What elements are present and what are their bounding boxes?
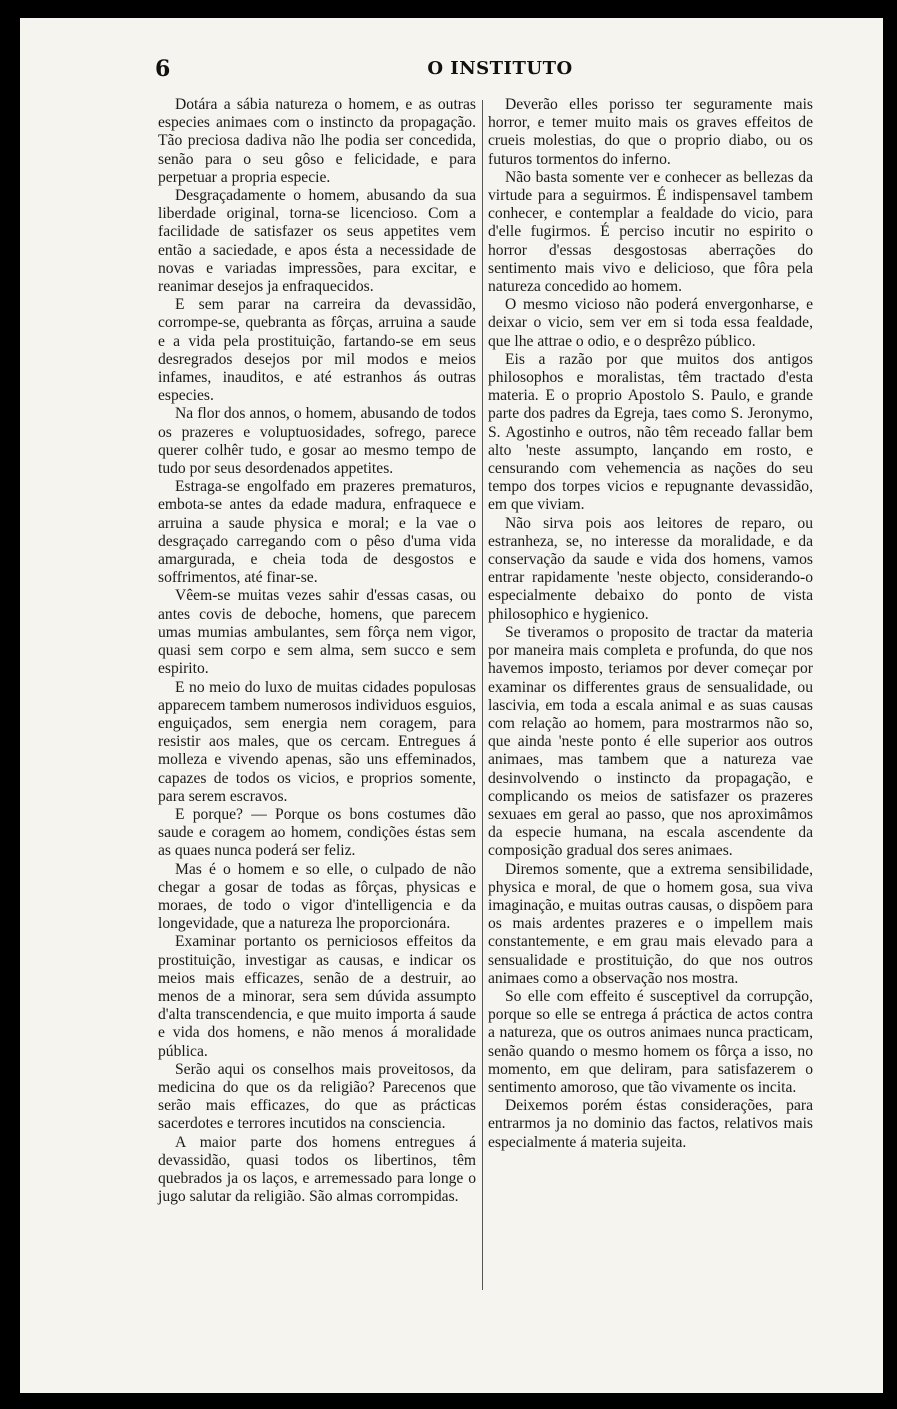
paragraph: Examinar portanto os perniciosos effeitos da prostituição, investigar as causas, e indicar os meios mais efficazes, senão de a destruir, ao menos de a minorar, sera sem dúvida assumpto d'alta transcendencia, e que muito importa á saude e vida dos homens, e não menos á moralidade pública. [158,933,476,1060]
page-number: 6 [155,56,171,82]
right-column [488,96,813,1152]
paragraph: Na flor dos annos, o homem, abusando de todos os prazeres e voluptuosidades, sofrego, parece querer colhêr tudo, e gosar ao mesmo tempo de tudo por seus desordenados appetites. [158,405,476,478]
left-column [158,96,476,1206]
paragraph: Vêem-se muitas vezes sahir d'essas casas, ou antes covis de deboche, homens, que parecem umas mumias ambulantes, sem fôrça nem vigor, quasi sem corpo e sem alma, sem succo e sem espirito. [158,587,476,678]
paragraph: Não sirva pois aos leitores de reparo, ou estranheza, se, no interesse da moralidade, e da conservação da saude e vida dos homens, vamos entrar rapidamente 'neste objecto, considerando-o especialmente debaixo do ponto de vista philosophico e hygienico. [488,514,813,623]
journal-title: O INSTITUTO [427,58,573,79]
paragraph: E sem parar na carreira da devassidão, corrompe-se, quebranta as fôrças, arruina a saude e a vida pela prostituição, fartando-se em seus desregrados desejos por mil modos e meios infames, inauditos, e até estranhos ás outras especies. [158,296,476,405]
paragraph: Dotára a sábia natureza o homem, e as outras especies animaes com o instincto da propagação. Tão preciosa dadiva não lhe podia ser concedida, senão para o seu gôso e felicidade, e para perpetuar a propria especie. [158,96,476,186]
paragraph: Diremos somente, que a extrema sensibilidade, physica e moral, de que o homem gosa, sua viva imaginação, e muitas outras causas, o dispõem para os mais ardentes prazeres e o impellem mais constantemente, e em grau mais elevado para a sensualidade e prostituição, do que nos outros animaes como a observação nos mostra. [488,860,813,987]
paragraph: Não basta somente ver e conhecer as bellezas da virtude para a seguirmos. É indispensavel tambem conhecer, e contemplar a fealdade do vicio, para d'elle fugirmos. É perciso incutir no espirito o horror d'essas desgostosas aberrações do sentimento mais vivo e delicioso, que fôra pela natureza concedido ao homem. [488,168,813,296]
paragraph: Deverão elles porisso ter seguramente mais horror, e temer muito mais os graves effeitos de crueis molestias, do que o proprio diabo, ou os futuros tormentos do inferno. [488,96,813,168]
paragraph: So elle com effeito é susceptivel da corrupção, porque so elle se entrega á práctica de actos contra a natureza, que os outros animaes nunca practicam, senão quando o mesmo homem os fôrça a isso, no momento, em que deliram, para satisfazerem o sentimento amoroso, que tão vivamente os incita. [488,987,813,1096]
paragraph: E no meio do luxo de muitas cidades populosas apparecem tambem numerosos individuos esguios, enguiçados, sem energia nem coragem, para resistir aos males, que os cercam. Entregues á molleza e vivendo apenas, são uns effeminados, capazes de todos os vicios, e proprios somente, para serem escravos. [158,678,476,805]
journal-page [20,18,883,1393]
paragraph: O mesmo vicioso não poderá envergonharse, e deixar o vicio, sem ver em si toda essa fealdade, que lhe attrae o odio, e o desprêzo público. [488,296,813,350]
column-divider [482,100,483,1290]
paragraph: Serão aqui os conselhos mais proveitosos, da medicina do que os da religião? Parecenos que serão mais efficazes, do que as prácticas sacerdotes e terrores incutidos na consciencia. [158,1060,476,1133]
paragraph: Desgraçadamente o homem, abusando da sua liberdade original, torna-se licencioso. Com a facilidade de satisfazer os seus appetites vem então a saciedade, e apos ésta a necessidade de novas e variadas impressões, para excitar, e reanimar desejos ja enfraquecidos. [158,187,476,296]
paragraph: A maior parte dos homens entregues á devassidão, quasi todos os libertinos, têm quebrados ja os laços, e arremessado para longe o jugo salutar da religião. São almas corrompidas. [158,1133,476,1206]
paragraph: Deixemos porém éstas considerações, para entrarmos ja no dominio das factos, relativos mais especialmente á materia sujeita. [488,1097,813,1151]
paragraph: E porque? — Porque os bons costumes dão saude e coragem ao homem, condições éstas sem as quaes nunca poderá ser feliz. [158,805,476,860]
paragraph: Mas é o homem e so elle, o culpado de não chegar a gosar de todas as fôrças, physicas e moraes, de todo o vigor d'intelligencia e da longevidade, que a natureza lhe proporcionára. [158,860,476,933]
paragraph: Se tiveramos o proposito de tractar da materia por maneira mais completa e profunda, do que nos havemos imposto, teriamos por dever começar por examinar os differentes graus de sensualidade, ou lascivia, em toda a escala animal e as suas causas com relação ao homem, para mostrarmos não so, que ainda 'neste ponto é elle superior aos outros animaes, mas tambem que a natureza vae desinvolvendo o instincto da propagação, e complicando os meios de satisfazer os prazeres sexuaes em geral ao passo, que nos aproximâmos da especie humana, na escala ascendente da composição gradual dos seres animaes. [488,623,813,860]
paragraph: Estraga-se engolfado em prazeres prematuros, embota-se antes da edade madura, enfraquece e arruina a saude physica e moral; e la vae o desgraçado carregando com o pêso d'uma vida amargurada, e cheia toda de desgostos e soffrimentos, até finar-se. [158,478,476,587]
page-header [155,56,845,86]
paragraph: Eis a razão por que muitos dos antigos philosophos e moralistas, têm tractado d'esta materia. E o proprio Apostolo S. Paulo, e grande parte dos padres da Egreja, taes como S. Jeronymo, S. Agostinho e outros, não têm receado fallar bem alto 'neste assumpto, lançando em rosto, e censurando com vehemencia as nações do seu tempo dos torpes vicios e repugnante devassidão, em que viviam. [488,350,813,514]
